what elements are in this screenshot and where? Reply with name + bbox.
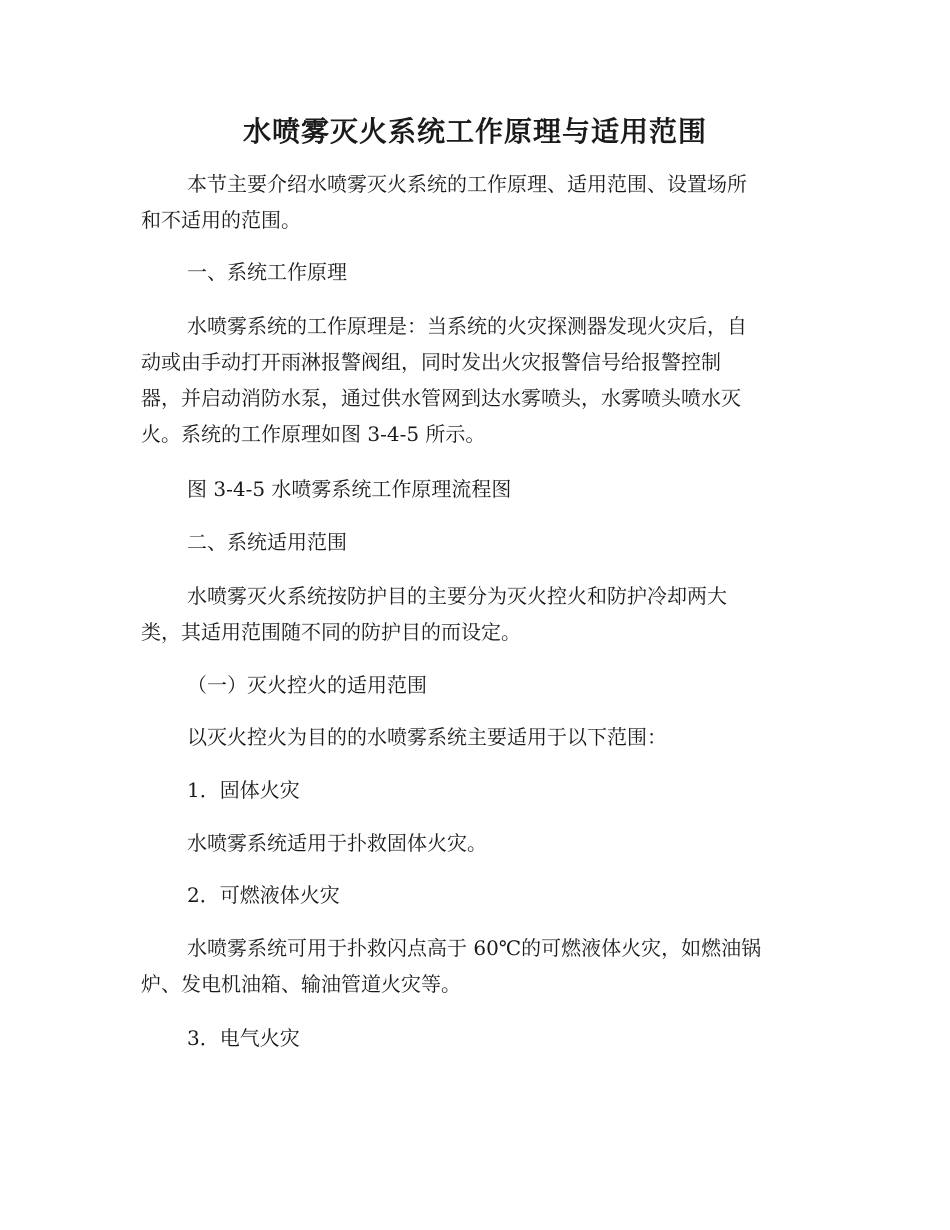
paragraph-2-line-2: 类，其适用范围随不同的防护目的而设定。 <box>141 620 521 644</box>
item-heading-1: 1．固体火灾 <box>187 778 300 802</box>
paragraph-1-line-2: 动或由手动打开雨淋报警阀组，同时发出火灾报警信号给报警控制 <box>141 350 721 374</box>
paragraph-5-line-1: 水喷雾系统可用于扑救闪点高于 60℃的可燃液体火灾，如燃油锅 <box>187 936 762 960</box>
subsection-heading-1: （一）灭火控火的适用范围 <box>187 673 427 697</box>
paragraph-2-line-1: 水喷雾灭火系统按防护目的主要分为灭火控火和防护冷却两大 <box>187 584 727 608</box>
paragraph-1-line-1: 水喷雾系统的工作原理是：当系统的火灾探测器发现火灾后，自 <box>187 314 747 338</box>
intro-line-1: 本节主要介绍水喷雾灭火系统的工作原理、适用范围、设置场所 <box>187 172 747 196</box>
section-heading-1: 一、系统工作原理 <box>187 260 347 284</box>
document-title: 水喷雾灭火系统工作原理与适用范围 <box>242 115 707 148</box>
intro-line-2: 和不适用的范围。 <box>141 208 301 232</box>
section-heading-2: 二、系统适用范围 <box>187 530 347 554</box>
paragraph-5-line-2: 炉、发电机油箱、输油管道火灾等。 <box>141 972 461 996</box>
figure-caption: 图 3-4-5 水喷雾系统工作原理流程图 <box>187 477 512 501</box>
item-heading-2: 2．可燃液体火灾 <box>187 883 340 907</box>
paragraph-1-line-3: 器，并启动消防水泵，通过供水管网到达水雾喷头，水雾喷头喷水灭 <box>141 386 741 410</box>
paragraph-1-line-4: 火。系统的工作原理如图 3-4-5 所示。 <box>141 422 486 446</box>
paragraph-4: 水喷雾系统适用于扑救固体火灾。 <box>187 831 487 855</box>
paragraph-3: 以灭火控火为目的的水喷雾系统主要适用于以下范围： <box>187 725 667 749</box>
item-heading-3: 3．电气火灾 <box>187 1026 300 1050</box>
